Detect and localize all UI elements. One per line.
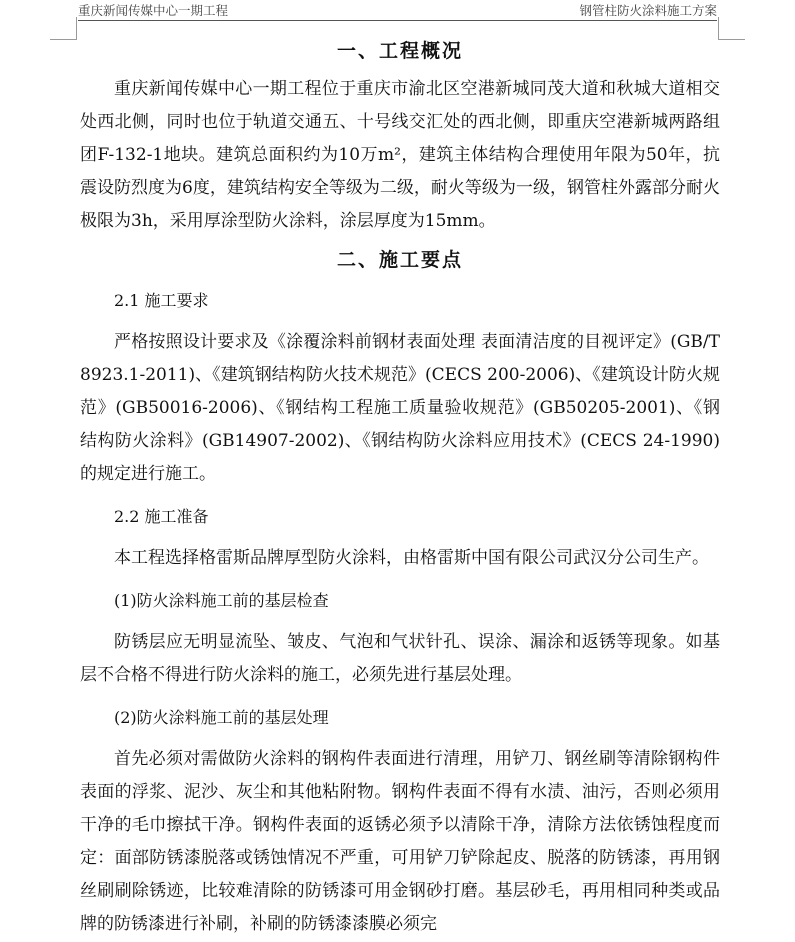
paragraph-substrate-treatment: 首先必须对需做防火涂料的钢构件表面进行清理，用铲刀、钢丝刷等清除钢构件表面的浮浆、泥沙、灰尘和其他粘附物。钢构件表面不得有水渍、油污，否则必须用干净的毛巾擦拭干净。钢构件表面的返锈必须予以清除干净，清除方法依锈蚀程度而定：面部防锈漆脱落或锈蚀情况不严重，可用铲刀铲除起皮、脱落的防锈漆，再用钢丝刷刷除锈迹，比较难清除的防锈漆可用金钢砂打磨。基层砂毛，再用相同种类或品牌的防锈漆进行补刷，补刷的防锈漆漆膜必须完 <box>80 749 720 934</box>
subheading-substrate-treatment: (2)防火涂料施工前的基层处理 <box>114 708 329 727</box>
subheading-construction-requirements: 2.1 施工要求 <box>114 291 209 310</box>
paragraph-construction-requirements: 严格按照设计要求及《涂覆涂料前钢材表面处理 表面清洁度的目视评定》(GB/T 8923.1-2011)、《建筑钢结构防火技术规范》(CECS 200-2006)、《建筑设计防火规范》(GB50016-2006)、《钢结构工程施工质量验收规范》(GB50205-2001)、《钢结构防火涂料》(GB14907-2002)、《钢结构防火涂料应用技术》(CECS 24-1990)的规定进行施工。 <box>80 332 720 484</box>
paragraph-substrate-inspection: 防锈层应无明显流坠、皱皮、气泡和气状针孔、误涂、漏涂和返锈等现象。如基层不合格不得进行防火涂料的施工，必须先进行基层处理。 <box>80 632 720 685</box>
paragraph-construction-preparation: 本工程选择格雷斯品牌厚型防火涂料，由格雷斯中国有限公司武汉分公司生产。 <box>114 548 709 568</box>
subheading-construction-preparation: 2.2 施工准备 <box>114 507 209 526</box>
page-header <box>78 0 717 21</box>
document-body <box>80 36 720 941</box>
paragraph-project-overview: 重庆新闻传媒中心一期工程位于重庆市渝北区空港新城同茂大道和秋城大道相交处西北侧，同时也位于轨道交通五、十号线交汇处的西北侧，即重庆空港新城两路组团F-132-1地块。建筑总面积约为10万m²，建筑主体结构合理使用年限为50年，抗震设防烈度为6度，建筑结构安全等级为二级，耐火等级为一级，钢管柱外露部分耐火极限为3h，采用厚涂型防火涂料，涂层厚度为15mm。 <box>80 79 720 231</box>
crop-mark-right <box>718 17 745 40</box>
section-title-construction-points: 二、施工要点 <box>336 249 463 271</box>
crop-mark-left <box>50 17 77 40</box>
section-title-project-overview: 一、工程概况 <box>336 40 463 62</box>
header-document-title: 钢管柱防火涂料施工方案 <box>579 3 717 18</box>
subheading-substrate-inspection: (1)防火涂料施工前的基层检查 <box>114 591 329 610</box>
header-project-name: 重庆新闻传媒中心一期工程 <box>78 3 229 18</box>
